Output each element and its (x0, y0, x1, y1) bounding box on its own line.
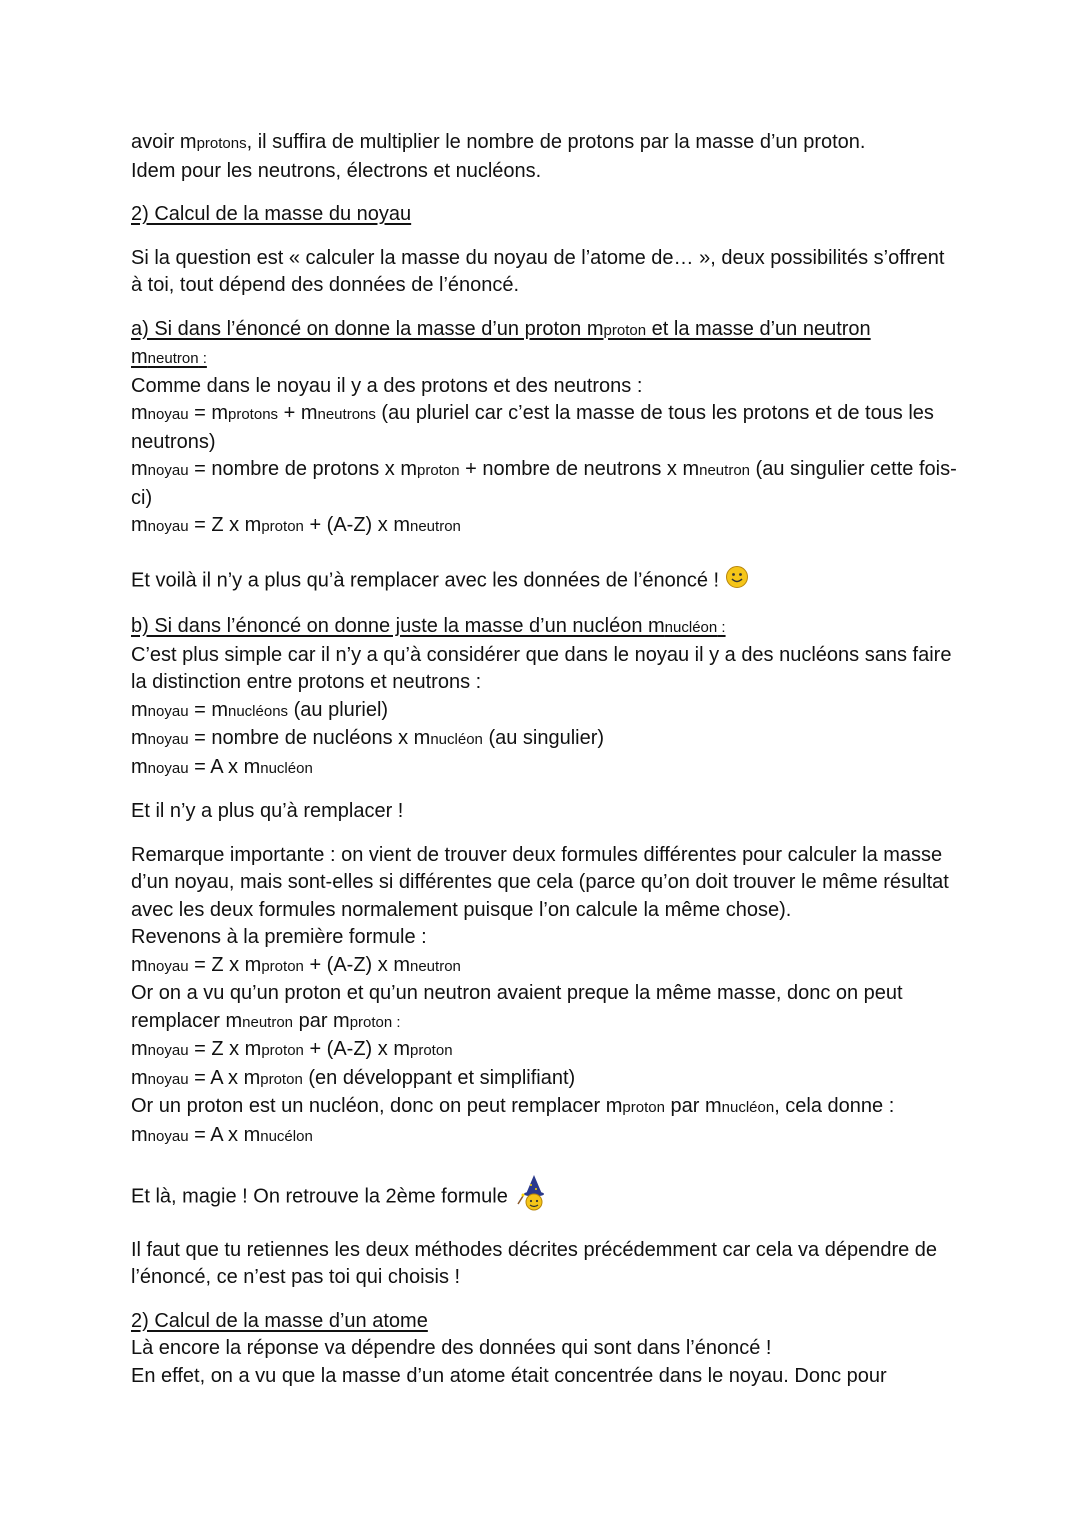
paragraph-question: Si la question est « calculer la masse du noyau de l’atome de… », deux possibilités s’offrent à toi, tout dépend des données de l’énoncé. (131, 246, 945, 296)
formula-b3: mnoyau = A x mnucléon (131, 755, 313, 778)
line-idem: Idem pour les neutrons, électrons et nucléons. (131, 159, 542, 182)
document-page (131, 129, 961, 1390)
formula-c4: mnoyau = A x mnucélon (131, 1123, 313, 1146)
formula-c3: mnoyau = A x mproton (en développant et simplifiant) (131, 1066, 576, 1089)
formula-b2: mnoyau = nombre de nucléons x mnucléon (au singulier) (131, 727, 605, 749)
formula-a3: mnoyau = Z x mproton + (A-Z) x mneutron (131, 514, 461, 536)
formula-c1: mnoyau = Z x mproton + (A-Z) x mneutron (131, 953, 461, 976)
formula-c2: mnoyau = Z x mproton + (A-Z) x mproton (131, 1038, 453, 1060)
formula-b1: mnoyau = mnucléons (au pluriel) (131, 698, 389, 721)
line-b1: C’est plus simple car il n’y a qu’à considérer que dans le noyau il y a des nucléons sans faire la distinction entre protons et neutrons : (131, 643, 952, 693)
section-heading-noyau: 2) Calcul de la masse du noyau (131, 203, 412, 225)
paragraph-retiennes: Il faut que tu retiennes les deux méthodes décrites précédemment car cela va dépendre de l’énoncé, ce n’est pas toi qui choisis ! (131, 1238, 938, 1288)
formula-a2: mnoyau = nombre de protons x mproton + nombre de neutrons x mneutron (au singulier cette fois-ci) (131, 458, 957, 509)
line-remplacer: Et il n’y a plus qu’à remplacer ! (131, 800, 404, 822)
subheading-a: a) Si dans l’énoncé on donne la masse d’un proton mproton et la masse d’un neutron mneutron : (131, 317, 871, 368)
line-atome1: Là encore la réponse va dépendre des données qui sont dans l’énoncé ! (131, 1337, 772, 1359)
line-magie: Et là, magie ! On retrouve la 2ème formule (131, 1174, 961, 1221)
line-atome2: En effet, on a vu que la masse d’un atome était concentrée dans le noyau. Donc pour (131, 1364, 887, 1387)
smiley-icon (725, 565, 749, 598)
line-or2: Or un proton est un nucléon, donc on peut remplacer mproton par mnucléon, cela donne : (131, 1095, 895, 1117)
line-voila: Et voilà il n’y a plus qu’à remplacer avec les données de l’énoncé ! (131, 565, 961, 598)
paragraph-remarque: Remarque importante : on vient de trouver deux formules différentes pour calculer la masse d’un noyau, mais sont-elles si différentes que cela (parce qu’on doit trouver le même résultat avec les deux formules normalement puisque l’on calcule la même chose). (131, 843, 949, 921)
line-or1: Or on a vu qu’un proton et qu’un neutron avaient preque la même masse, donc on peut remplacer mneutron par mproton : (131, 982, 903, 1032)
line-intro: avoir mprotons, il suffira de multiplier le nombre de protons par la masse d’un proton. (131, 131, 866, 153)
wizard-icon (514, 1174, 552, 1221)
line-revenons: Revenons à la première formule : (131, 926, 427, 948)
line-a1: Comme dans le noyau il y a des protons et des neutrons : (131, 374, 643, 397)
section-heading-atome: 2) Calcul de la masse d’un atome (131, 1309, 428, 1332)
subheading-b: b) Si dans l’énoncé on donne juste la masse d’un nucléon mnucléon : (131, 615, 726, 637)
formula-a1: mnoyau = mprotons + mneutrons (au pluriel car c’est la masse de tous les protons et de tous les neutrons) (131, 402, 934, 453)
